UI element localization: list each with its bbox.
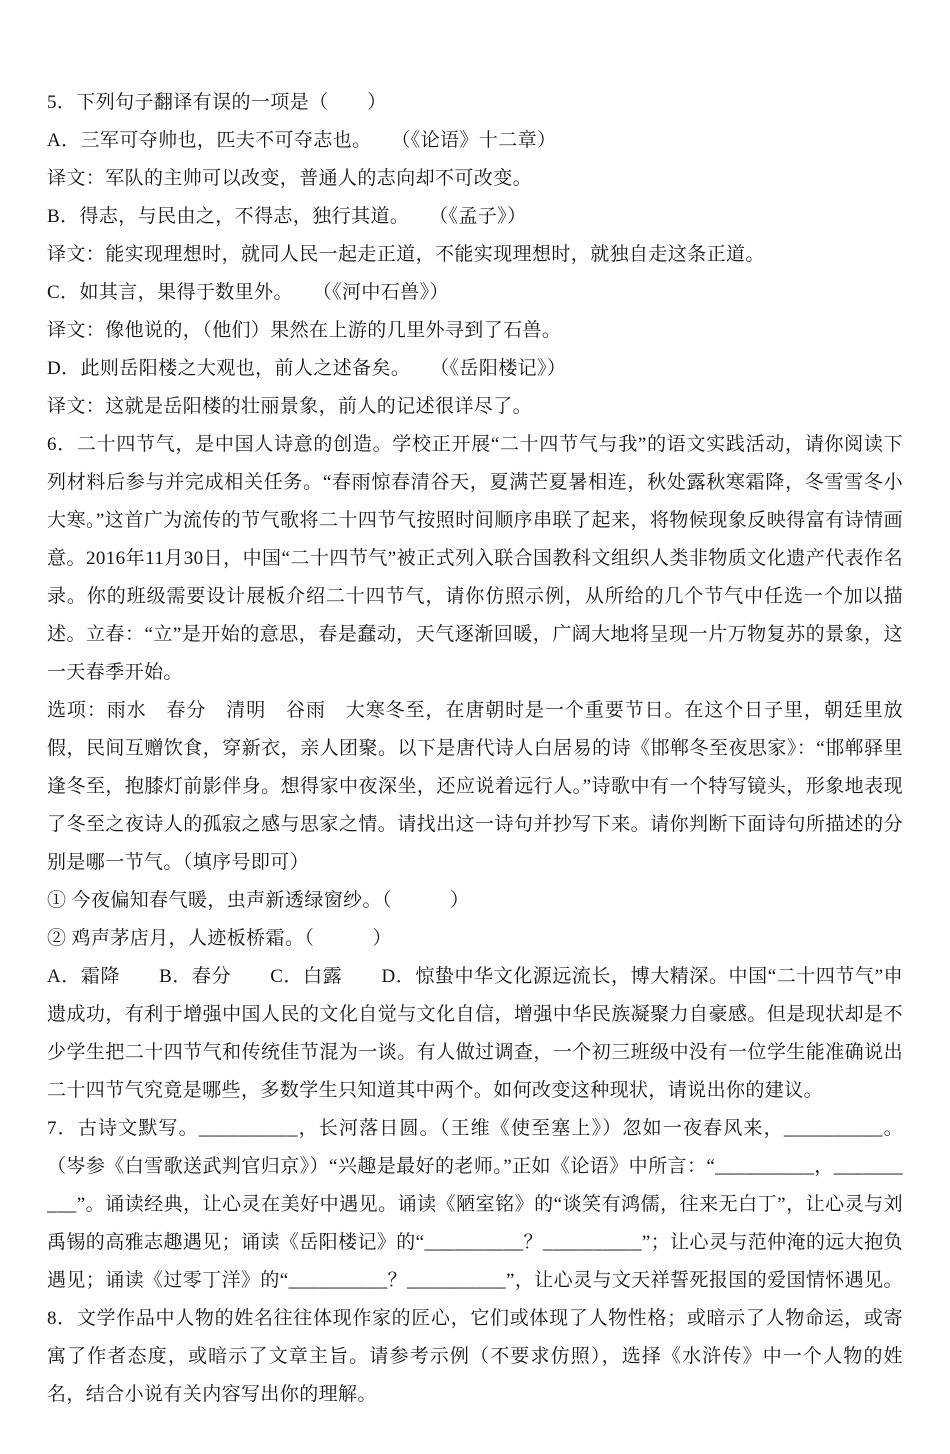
question-5-option-a: A．三军可夺帅也，匹夫不可夺志也。 （《论语》十二章） [47, 130, 557, 151]
question-5-option-d: D．此则岳阳楼之大观也，前人之述备矣。 （《岳阳楼记》） [47, 358, 567, 379]
question-8-literature: 8．文学作品中人物的姓名往往体现作家的匠心，它们或体现了人物性格；或暗示了人物命运，或寄寓了作者态度，或暗示了文章主旨。请参考示例（不要求仿照），选择《水浒传》中一个人物的姓名，结合小说有关内容写出你的理解。 [47, 1308, 903, 1405]
question-7-dictation: 7．古诗文默写。__________，长河落日圆。（王维《使至塞上》）忽如一夜春风来，__________。（岑参《白雪歌送武判官归京》）“兴趣是最好的老师。”正如《论语》中所言：“__________，__________”。诵读经典，让心灵在美好中遇见。诵读《陋室铭》的“谈笑有鸿儒，往来无白丁”，让心灵与刘禹锡的高雅志趣遇见；诵读《岳阳楼记》的“__________？__________”；让心灵与范仲淹的远大抱负遇见；诵读《过零丁洋》的“__________？__________”，让心灵与文天祥誓死报国的爱国情怀遇见。 [47, 1118, 903, 1291]
question-5-translation-b: 译文：能实现理想时，就同人民一起走正道，不能实现理想时，就独自走这条正道。 [47, 244, 765, 265]
question-6-poem-line-2: ② 鸡声茅店月，人迹板桥霜。（ ） [47, 928, 392, 949]
question-6-intro: 6．二十四节气，是中国人诗意的创造。学校正开展“二十四节气与我”的语文实践活动，请你阅读下列材料后参与并完成相关任务。“春雨惊春清谷天，夏满芒夏暑相连，秋处露秋寒霜降，冬雪雪冬小大寒。”这首广为流传的节气歌将二十四节气按照时间顺序串联了起来，将物候现象反映得富有诗情画意。2016年11月30日，中国“二十四节气”被正式列入联合国教科文组织人类非物质文化遗产代表作名录。你的班级需要设计展板介绍二十四节气，请你仿照示例，从所给的几个节气中任选一个加以描述。立春：“立”是开始的意思，春是蠢动，天气逐渐回暖，广阔大地将呈现一片万物复苏的景象，这一天春季开始。 [47, 434, 903, 683]
question-5-translation-d: 译文：这就是岳阳楼的壮丽景象，前人的记述很详尽了。 [47, 396, 533, 417]
question-6-options-material: 选项：雨水 春分 清明 谷雨 大寒冬至，在唐朝时是一个重要节日。在这个日子里，朝廷里放假，民间互赠饮食，穿新衣，亲人团聚。以下是唐代诗人白居易的诗《邯郸冬至夜思家》：“邯郸驿里逢冬至，抱膝灯前影伴身。想得家中夜深坐，还应说着远行人。”诗歌中有一个特写镜头，形象地表现了冬至之夜诗人的孤寂之感与思家之情。请找出这一诗句并抄写下来。请你判断下面诗句所描述的分别是哪一节气。（填序号即可） [47, 700, 903, 873]
question-5-stem: 5．下列句子翻译有误的一项是（ ） [47, 92, 387, 113]
question-5-translation-c: 译文：像他说的，（他们）果然在上游的几里外寻到了石兽。 [47, 320, 562, 341]
question-5-translation-a: 译文：军队的主帅可以改变，普通人的志向却不可改变。 [47, 168, 533, 189]
question-6-poem-line-1: ① 今夜偏知春气暖，虫声新透绿窗纱。（ ） [47, 890, 470, 911]
question-5-option-c: C．如其言，果得于数里外。 （《河中石兽》） [47, 282, 449, 303]
question-6-choices-and-task: A．霜降 B．春分 C．白露 D．惊蛰中华文化源远流长，博大精深。中国“二十四节气”申遗成功，有利于增强中国人民的文化自觉与文化自信，增强中华民族凝聚力自豪感。但是现状却是不少学生把二十四节气和传统佳节混为一谈。有人做过调查，一个初三班级中没有一位学生能准确说出二十四节气究竟是哪些，多数学生只知道其中两个。如何改变这种现状，请说出你的建议。 [47, 966, 903, 1101]
question-5-option-b: B．得志，与民由之，不得志，独行其道。 （《孟子》） [47, 206, 527, 227]
